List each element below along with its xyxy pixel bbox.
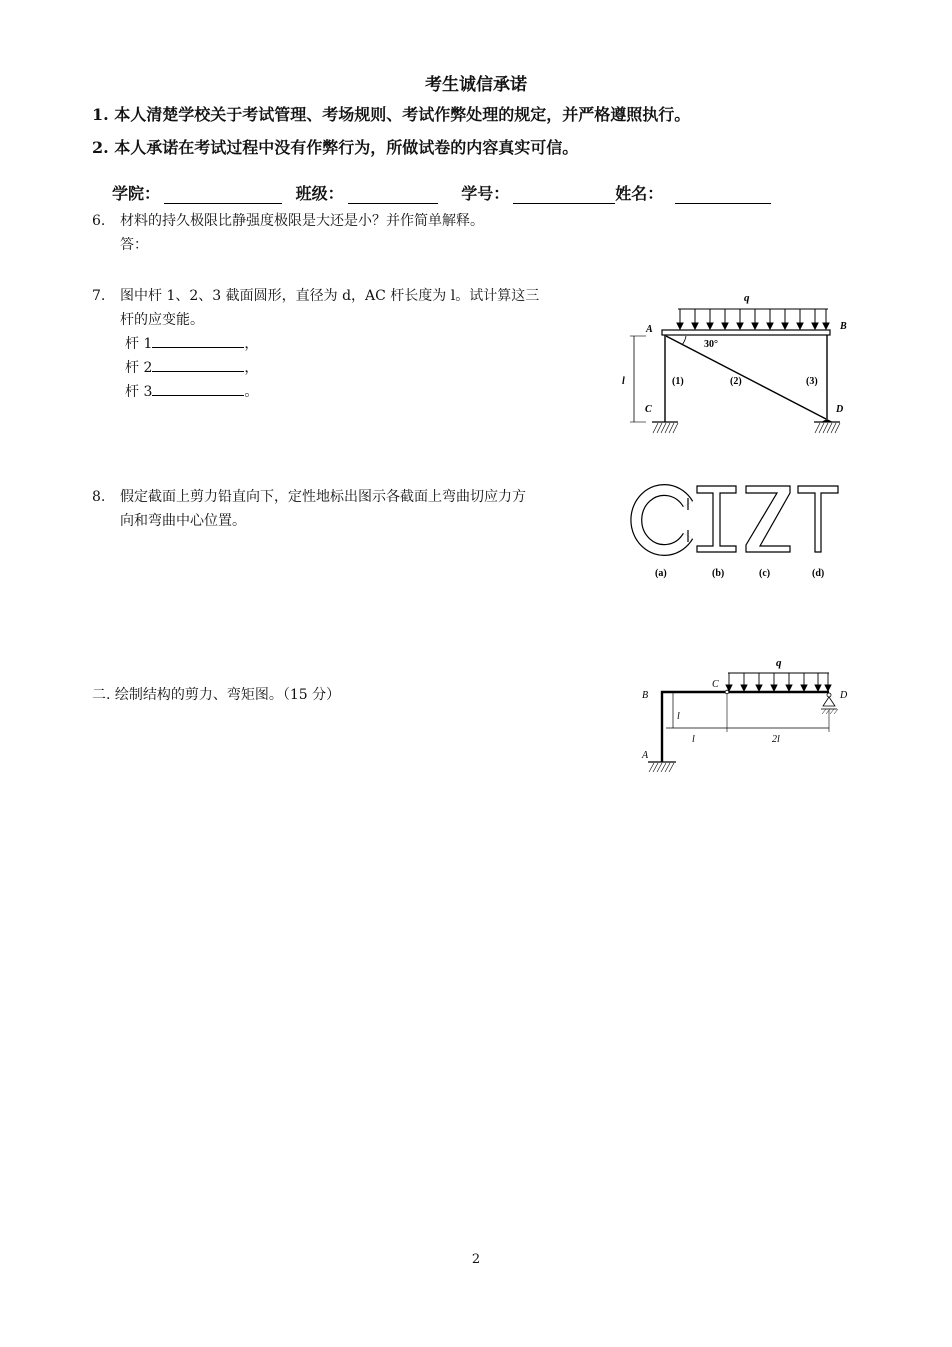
fig2-frame [662, 692, 829, 762]
question-7-number: 7. [92, 288, 106, 304]
question-7-figure [620, 288, 850, 440]
page-number: 2 [471, 1252, 481, 1267]
question-8 [92, 485, 526, 533]
question-6 [92, 209, 484, 257]
section-a-label: (a) [655, 568, 667, 579]
question-7 [92, 284, 539, 404]
section-b-label: (b) [712, 568, 725, 579]
fig2-span-2l-label: 2l [772, 734, 780, 745]
student-id-input-line[interactable] [513, 187, 615, 204]
fig2-load-arrows [726, 673, 831, 691]
fig7-member-3-label: (3) [806, 376, 818, 387]
pledge-item-1: 1. 本人清楚学校关于考试管理、考场规则、考试作弊处理的规定，并严格遵照执行。 [92, 105, 691, 124]
fig7-b-label: B [840, 321, 847, 332]
rod-3-answer-blank[interactable] [152, 381, 244, 396]
fig7-member-2-label: (2) [730, 376, 742, 387]
part-2-figure [636, 652, 850, 776]
college-input-line[interactable] [164, 187, 282, 204]
fig2-q-label: q [776, 657, 782, 669]
rod-1-label: 杆 1 [125, 336, 153, 352]
fig2-d-label: D [840, 690, 848, 701]
question-6-number: 6. [92, 213, 106, 229]
fig7-c-label: C [645, 404, 652, 415]
fig2-height-label: l [677, 711, 680, 722]
pledge-title: 考生诚信承诺 [425, 75, 527, 95]
part-2-question: 二. 绘制结构的剪力、弯矩图。（15 分） [92, 687, 341, 703]
section-d-t-shape [798, 486, 838, 552]
question-6-answer-label: 答： [120, 237, 148, 253]
fig7-length-label: l [622, 376, 625, 387]
fig7-load-arrows [677, 309, 829, 329]
rod-2-punct: ， [244, 360, 259, 376]
student-id-label: 学号： [461, 184, 510, 203]
section-d-label: (d) [812, 568, 825, 579]
fig7-d-label: D [836, 404, 844, 415]
question-8-number: 8. [92, 489, 106, 505]
question-8-figure [628, 478, 844, 584]
fig7-member-1-label: (1) [672, 376, 684, 387]
question-7-text-line2: 杆的应变能。 [120, 312, 204, 328]
section-a-c-shape [636, 490, 688, 550]
class-label: 班级： [295, 184, 344, 203]
section-c-z-shape [746, 486, 790, 552]
name-label: 姓名： [615, 184, 664, 203]
student-info-fields [112, 181, 779, 204]
question-7-text-line1: 图中杆 1、2、3 截面圆形，直径为 d，AC 杆长度为 l。试计算这三 [120, 288, 540, 304]
fig2-c-label: C [712, 679, 719, 690]
question-8-text-line1: 假定截面上剪力铅直向下，定性地标出图示各截面上弯曲切应力方 [120, 489, 526, 505]
fig7-beam-ab [662, 330, 830, 335]
fig2-a-label: A [642, 750, 649, 761]
rod-2-label: 杆 2 [125, 360, 153, 376]
fig7-ground-d [815, 423, 840, 433]
college-label: 学院： [112, 184, 161, 203]
question-8-text-line2: 向和弯曲中心位置。 [120, 513, 246, 529]
fig2-span-l-label: l [692, 734, 695, 745]
fig2-ground-a [649, 763, 674, 772]
fig7-ground-c [653, 423, 678, 433]
class-input-line[interactable] [348, 187, 438, 204]
rod-3-label: 杆 3 [125, 384, 153, 400]
fig7-a-label: A [646, 324, 653, 335]
pledge-item-2: 2. 本人承诺在考试过程中没有作弊行为，所做试卷的内容真实可信。 [92, 138, 579, 157]
rod-1-answer-blank[interactable] [152, 333, 244, 348]
section-b-i-shape [697, 486, 736, 552]
fig7-q-label: q [744, 292, 750, 304]
fig7-angle-label: 30° [704, 339, 718, 350]
rod-1-punct: ， [244, 336, 259, 352]
name-input-line[interactable] [675, 187, 771, 204]
question-6-text: 材料的持久极限比静强度极限是大还是小？并作简单解释。 [120, 213, 484, 229]
section-c-label: (c) [759, 568, 771, 579]
fig2-hinge-c [725, 690, 729, 694]
rod-2-answer-blank[interactable] [152, 357, 244, 372]
fig7-rod-2 [666, 336, 826, 419]
fig2-support-d [823, 697, 835, 706]
rod-3-punct: 。 [244, 384, 259, 400]
fig2-b-label: B [642, 690, 649, 701]
